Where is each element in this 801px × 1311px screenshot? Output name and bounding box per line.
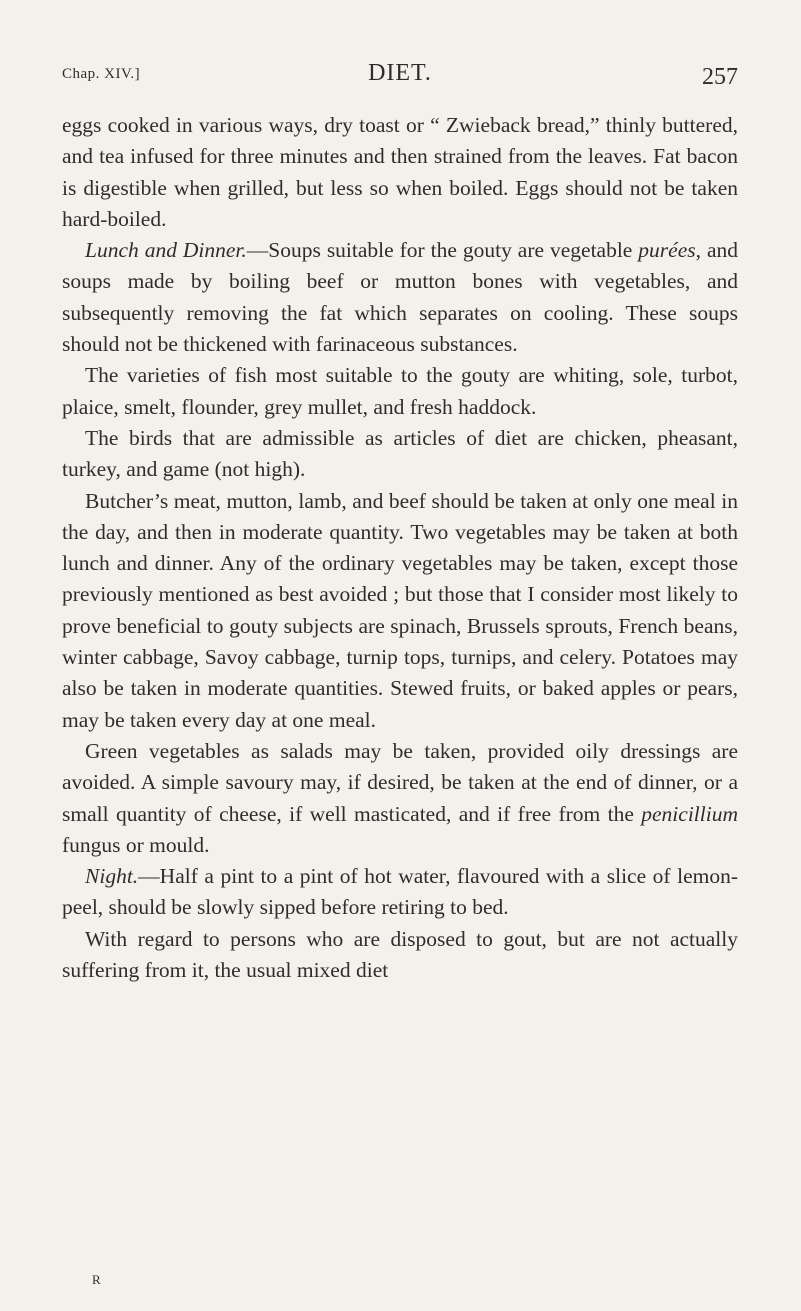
running-title: DIET.	[368, 60, 432, 86]
italic-term: purées	[638, 238, 696, 263]
running-header	[62, 60, 738, 104]
chapter-label: Chap. XIV.]	[62, 66, 141, 82]
italic-term: penicillium	[641, 801, 738, 826]
paragraph-1: eggs cooked in various ways, dry toast or “ Zwieback bread,” thinly buttered, and tea infused for three minutes and then strained from the leaves. Fat bacon is digestible when grilled, but less so when boiled. Eggs should not be taken hard-boiled.	[62, 113, 738, 231]
body-text	[62, 110, 738, 986]
paragraph-3: The varieties of fish most suitable to the gouty are whiting, sole, turbot, plaice, smelt, flounder, grey mullet, and fresh haddock.	[62, 363, 738, 419]
page-number: 257	[702, 64, 738, 90]
paragraph-5: Butcher’s meat, mutton, lamb, and beef should be taken at only one meal in the day, and then in moderate quantity. Two vegetables may be taken at both lunch and dinner. Any of the ordinary vegetables may be taken, except those previously mentioned as best avoided ; but those that I consider most likely to prove beneficial to gouty subjects are spinach, Brussels sprouts, French beans, winter cabbage, Savoy cabbage, turnip tops, turnips, and celery. Potatoes may also be taken in moderate quantities. Stewed fruits, or baked apples or pears, may be taken every day at one meal.	[62, 488, 738, 732]
paragraph-8: With regard to persons who are disposed to gout, but are not actually suffering from it, the usual mixed diet	[62, 926, 738, 983]
paragraph-7: Night.—Half a pint to a pint of hot water, flavoured with a slice of lemon-peel, should be slowly sipped before retiring to bed.	[62, 864, 738, 920]
section-heading-night: Night.	[85, 864, 139, 889]
section-heading-lunch-dinner: Lunch and Dinner.	[85, 238, 247, 263]
paragraph-2: Lunch and Dinner.—Soups suitable for the gouty are vegetable purées, and soups made by boiling beef or mutton bones with vegetables, and subsequently removing the fat which separates on cooling. These soups should not be thickened with farinaceous substances.	[62, 238, 738, 357]
paragraph-6: Green vegetables as salads may be taken, provided oily dressings are avoided. A simple savoury may, if desired, be taken at the end of dinner, or a small quantity of cheese, if well masticated, and if free from the penicillium fungus or mould.	[62, 738, 738, 857]
paragraph-4: The birds that are admissible as articles of diet are chicken, pheasant, turkey, and game (not high).	[62, 425, 738, 482]
signature-mark: R	[92, 1272, 101, 1287]
